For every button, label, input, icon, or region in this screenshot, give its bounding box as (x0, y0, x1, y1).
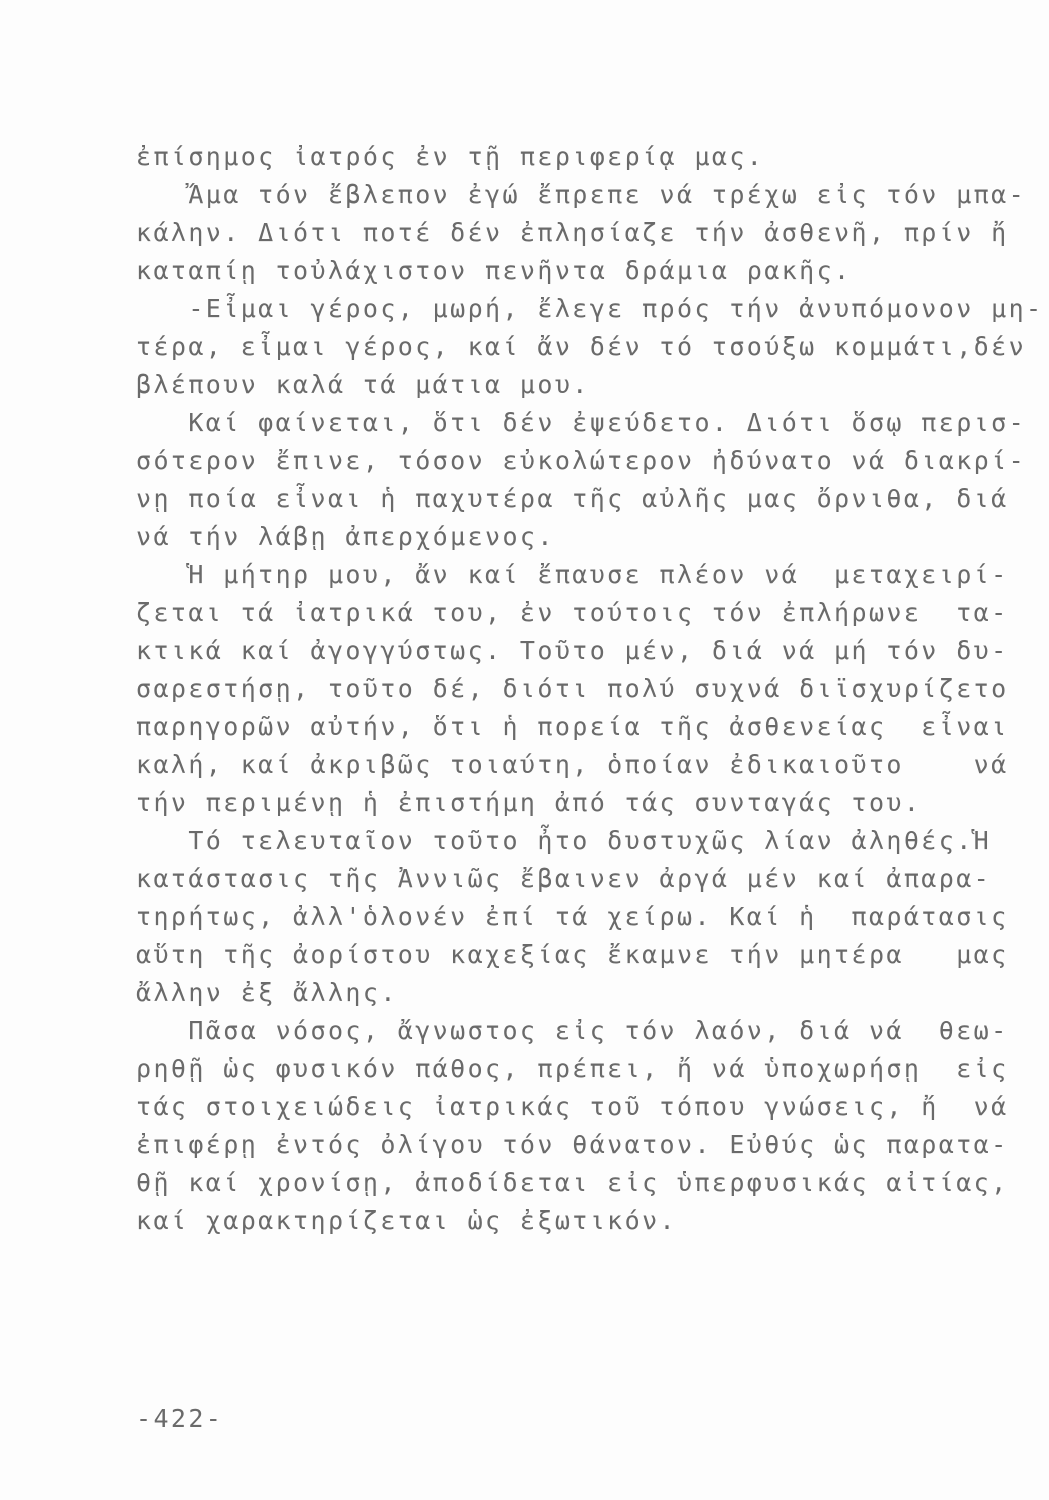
text-line: τήν περιμένῃ ἡ ἐπιστήμη ἀπό τάς συνταγάς του. (136, 788, 922, 817)
text-line: καί χαρακτηρίζεται ὡς ἐξωτικόν. (136, 1206, 677, 1235)
text-line: κτικά καί ἀγογγύστως. Τοῦτο μέν, διά νά μή τόν δυ- (136, 636, 1009, 665)
text-line: ἄλλην ἐξ ἄλλης. (136, 978, 398, 1007)
text-line: Πᾶσα νόσος, ἄγνωστος εἰς τόν λαόν, διά νά θεω- (136, 1016, 1009, 1045)
text-line: τέρα, εἶμαι γέρος, καί ἄν δέν τό τσούξω κομμάτι,δέν (136, 332, 1027, 361)
body-text (136, 138, 1044, 1240)
text-line: -Εἶμαι γέρος, μωρή, ἔλεγε πρός τήν ἀνυπόμονον μη- (136, 294, 1044, 323)
text-line: ἐπιφέρῃ ἐντός ὀλίγου τόν θάνατον. Εὐθύς ὡς παρατα- (136, 1130, 1009, 1159)
text-line: τηρήτως, ἀλλ'ὁλονέν ἐπί τά χείρω. Καί ἡ παράτασις (136, 902, 1009, 931)
text-line: Τό τελευταῖον τοῦτο ἦτο δυστυχῶς λίαν ἀληθές.Ἡ (136, 826, 992, 855)
text-line: καταπίῃ τοὐλάχιστον πενῆντα δράμια ρακῆς. (136, 256, 852, 285)
text-line: νά τήν λάβῃ ἀπερχόμενος. (136, 522, 555, 551)
text-line: νῃ ποία εἶναι ἡ παχυτέρα τῆς αὐλῆς μας ὄρνιθα, διά (136, 484, 1009, 513)
text-line: θῇ καί χρονίσῃ, ἀποδίδεται εἰς ὑπερφυσικάς αἰτίας, (136, 1168, 1009, 1197)
text-line: Ἡ μήτηρ μου, ἄν καί ἔπαυσε πλέον νά μεταχειρί- (136, 560, 1009, 589)
text-line: αὕτη τῆς ἀορίστου καχεξίας ἔκαμνε τήν μητέρα μας (136, 940, 1009, 969)
text-line: σαρεστήσῃ, τοῦτο δέ, διότι πολύ συχνά διϊσχυρίζετο (136, 674, 1009, 703)
text-line: ζεται τά ἰατρικά του, ἐν τούτοις τόν ἐπλήρωνε τα- (136, 598, 1009, 627)
text-line: ἐπίσημος ἰατρός ἐν τῇ περιφερίᾳ μας. (136, 142, 765, 171)
text-line: καλή, καί ἀκριβῶς τοιαύτη, ὁποίαν ἐδικαιοῦτο νά (136, 750, 1009, 779)
text-line: κατάστασις τῆς Ἀννιῶς ἔβαινεν ἀργά μέν καί ἀπαρα- (136, 864, 992, 893)
text-line: Ἄμα τόν ἔβλεπον ἐγώ ἔπρεπε νά τρέχω εἰς τόν μπα- (136, 180, 1027, 209)
page-number: -422- (136, 1404, 224, 1433)
text-line: τάς στοιχειώδεις ἰατρικάς τοῦ τόπου γνώσεις, ἤ νά (136, 1092, 1009, 1121)
text-line: κάλην. Διότι ποτέ δέν ἐπλησίαζε τήν ἀσθενῆ, πρίν ἤ (136, 218, 1009, 247)
text-line: παρηγορῶν αὐτήν, ὅτι ἡ πορεία τῆς ἀσθενείας εἶναι (136, 712, 1009, 741)
text-line: βλέπουν καλά τά μάτια μου. (136, 370, 590, 399)
text-line: Καί φαίνεται, ὅτι δέν ἐψεύδετο. Διότι ὅσῳ περισ- (136, 408, 1027, 437)
text-line: ρηθῇ ὡς φυσικόν πάθος, πρέπει, ἤ νά ὑποχωρήσῃ εἰς (136, 1054, 1009, 1083)
text-line: σότερον ἔπινε, τόσον εὐκολώτερον ἠδύνατο νά διακρί- (136, 446, 1027, 475)
